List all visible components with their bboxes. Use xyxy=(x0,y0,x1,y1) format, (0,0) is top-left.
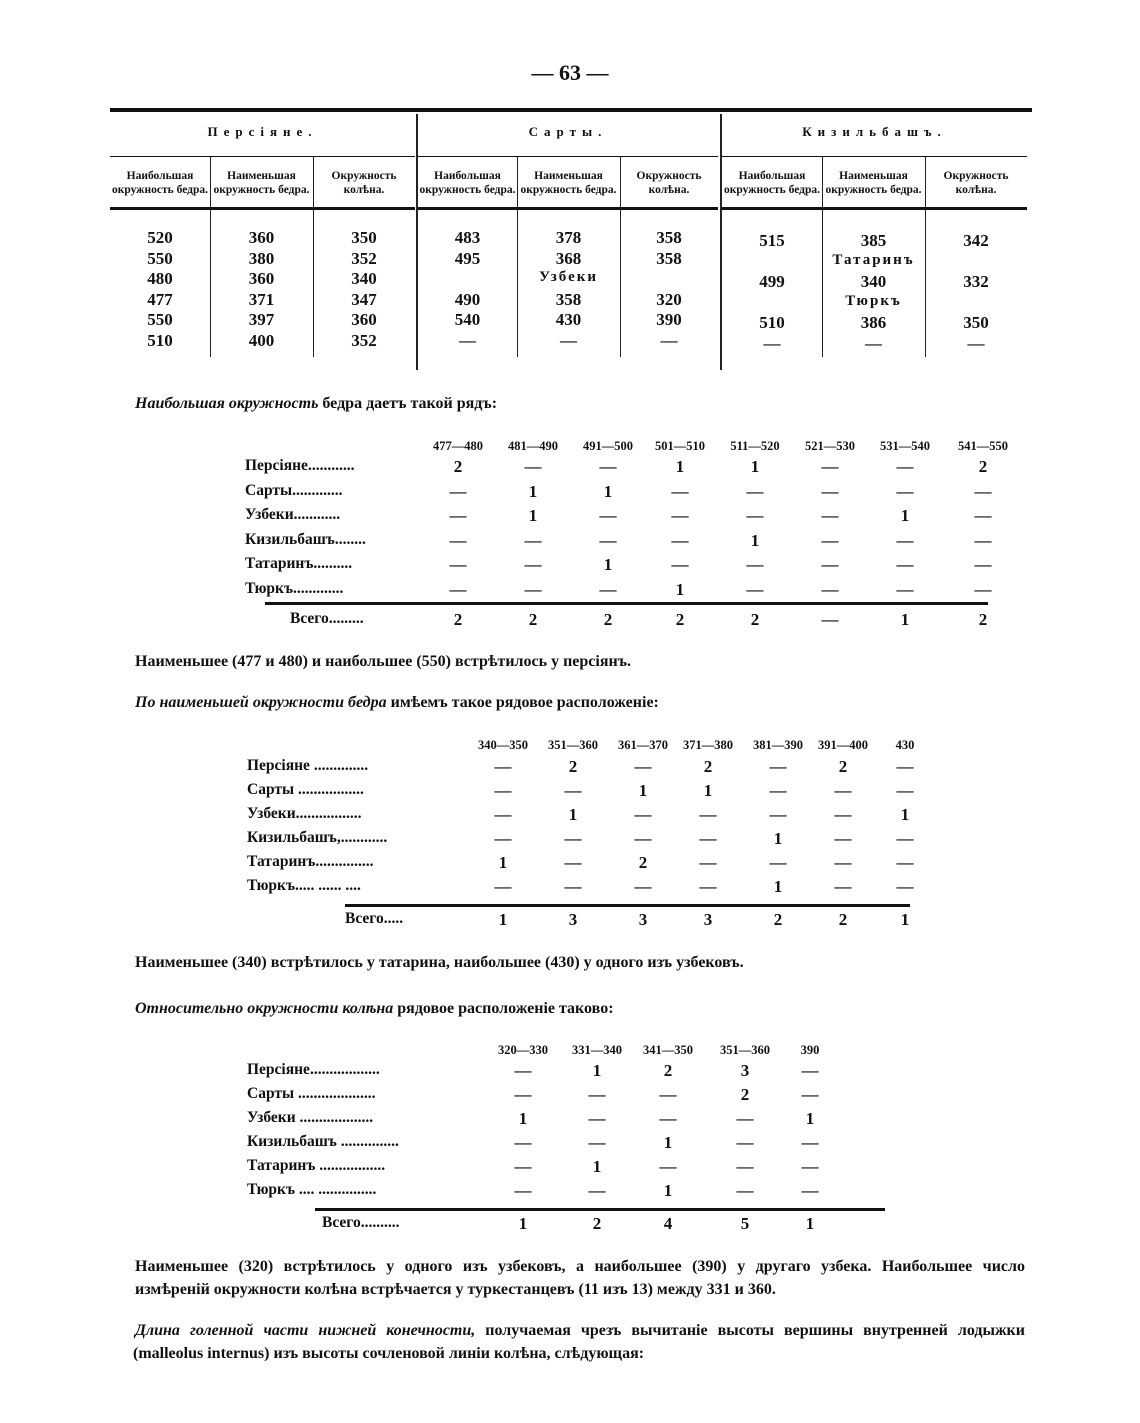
table-cell: 340 xyxy=(351,269,377,288)
column-divider xyxy=(620,157,621,357)
table-value: — xyxy=(524,457,542,476)
page-number: — 63 — xyxy=(531,60,609,85)
table-value: — xyxy=(896,457,914,476)
table-cell: 390 xyxy=(656,310,682,329)
total-value: — xyxy=(821,610,839,629)
row-label: Узбеки ................... xyxy=(247,1109,374,1126)
group-divider xyxy=(720,114,722,370)
total-label: Всего.......... xyxy=(322,1214,400,1231)
table-value: 2 xyxy=(740,1085,750,1104)
table-value: — xyxy=(821,506,839,525)
table-cell: 430 xyxy=(555,310,582,329)
table-value: 1 xyxy=(663,1181,673,1200)
column-divider xyxy=(313,157,314,357)
table-value: — xyxy=(736,1133,754,1152)
table-cell: 510 xyxy=(147,330,173,350)
total-value: 1 xyxy=(805,1214,815,1233)
table-value: — xyxy=(974,530,992,550)
table-value: — xyxy=(834,853,852,872)
table-value: — xyxy=(834,877,852,896)
table-value: — xyxy=(801,1085,819,1104)
table-value: — xyxy=(896,853,914,872)
table-value: — xyxy=(821,555,839,574)
total-rule xyxy=(315,1208,885,1211)
table-value: — xyxy=(588,1181,606,1200)
table-value: — xyxy=(974,506,992,525)
table-value: — xyxy=(769,853,787,872)
paragraph-shin-line1 xyxy=(135,1322,1025,1340)
table-value: — xyxy=(821,530,839,550)
table-value: — xyxy=(746,506,764,525)
row-label: Персiяне............ xyxy=(245,457,355,474)
table-value: — xyxy=(494,805,512,824)
total-rule xyxy=(265,602,988,605)
table-cell: 540 xyxy=(454,310,481,329)
table-value: — xyxy=(699,877,717,896)
column-header: Наименьшая окружность бедра. xyxy=(213,170,310,196)
table-value: — xyxy=(974,579,992,599)
column-header: 391—400 xyxy=(818,738,868,752)
table-cell: 342 xyxy=(963,231,989,250)
column-divider xyxy=(210,157,211,357)
row-label: Татаринъ............... xyxy=(247,853,374,870)
table-value: 1 xyxy=(675,457,685,476)
group-divider xyxy=(416,114,418,370)
column-header: Наименьшая окружность бедра. xyxy=(825,170,922,196)
group-title: Персiяне. xyxy=(207,124,318,139)
column-header: 481—490 xyxy=(508,439,558,453)
table-value: — xyxy=(736,1157,754,1176)
column-header: Окружность колѣна. xyxy=(636,170,702,196)
table-value: — xyxy=(974,481,992,501)
table-cell: Тюркъ xyxy=(845,292,902,309)
table-cell: 550 xyxy=(147,248,173,268)
table-value: 2 xyxy=(838,757,848,776)
table-value: 1 xyxy=(750,457,760,476)
table-value: 1 xyxy=(675,579,685,599)
paragraph-knee-summary-line1: Наименьшее (320) встрѣтилось у одного изъ узбековъ, а наибольшее (390) у другаго узбека. Наибольшее число xyxy=(135,1258,1025,1275)
table-value: — xyxy=(896,781,914,800)
total-label: Всего......... xyxy=(290,610,364,627)
table-cell: 352 xyxy=(351,330,377,350)
table-value: — xyxy=(634,805,652,824)
table-value: — xyxy=(896,579,914,599)
italic-phrase: Длина голенной части нижней конечности, xyxy=(135,1322,476,1339)
total-value: 2 xyxy=(528,610,538,629)
column-header: Окружность колѣна. xyxy=(331,170,397,196)
group-title: Кизильбашъ. xyxy=(802,124,947,139)
text: имѣемъ такое рядовое расположенiе: xyxy=(386,694,659,711)
table-cell: 320 xyxy=(656,289,682,309)
total-rule xyxy=(345,904,910,907)
table-value: 1 xyxy=(750,530,760,550)
table-value: 2 xyxy=(453,457,463,476)
table-value: — xyxy=(896,877,914,896)
total-value: 1 xyxy=(498,910,508,929)
table-value: — xyxy=(588,1085,606,1104)
table-value: 1 xyxy=(703,781,713,800)
table-value: — xyxy=(821,579,839,599)
table-value: — xyxy=(514,1085,532,1104)
table-cell: — xyxy=(560,330,577,350)
table-value: — xyxy=(671,506,689,525)
table-value: — xyxy=(494,781,512,800)
paragraph-intro-max-thigh xyxy=(135,395,1025,413)
table-cell: 358 xyxy=(656,248,682,268)
table-value: — xyxy=(564,877,582,896)
header-top-rule xyxy=(110,156,415,157)
table-cell: — xyxy=(459,330,476,350)
column-header: 340—350 xyxy=(478,738,528,752)
table-value: — xyxy=(514,1061,532,1080)
table-value: — xyxy=(599,579,617,599)
table-value: — xyxy=(564,853,582,872)
table-cell: 400 xyxy=(248,330,275,350)
table-value: — xyxy=(699,829,717,848)
table-cell: 386 xyxy=(860,313,887,332)
table-value: — xyxy=(801,1181,819,1200)
table-value: 2 xyxy=(663,1061,673,1080)
table-value: — xyxy=(449,506,467,525)
total-value: 2 xyxy=(603,610,613,629)
row-label: Кизильбашъ,............ xyxy=(247,829,388,846)
column-header: 511—520 xyxy=(730,439,780,453)
row-label: Кизильбашъ........ xyxy=(245,530,366,548)
table-cell: — xyxy=(660,330,678,350)
table-value: — xyxy=(671,530,689,550)
table-value: — xyxy=(524,530,542,550)
row-label: Персiяне .............. xyxy=(247,757,369,774)
table-value: — xyxy=(769,757,787,776)
table-value: — xyxy=(634,829,652,848)
table-cell: — xyxy=(763,333,781,353)
total-value: 3 xyxy=(638,910,648,929)
table-value: 1 xyxy=(773,829,783,848)
table-value: 1 xyxy=(900,506,910,525)
row-label: Сарты ................. xyxy=(247,781,364,798)
column-header: 381—390 xyxy=(753,738,803,752)
table-value: — xyxy=(974,555,992,574)
column-header: 371—380 xyxy=(683,738,733,752)
table-value: 3 xyxy=(740,1061,750,1080)
table-value: — xyxy=(588,1133,606,1152)
table-cell: 520 xyxy=(147,228,173,247)
table-value: 1 xyxy=(638,781,648,800)
table-value: — xyxy=(599,457,617,476)
column-header: 361—370 xyxy=(618,738,668,752)
table-value: — xyxy=(834,781,852,800)
table-value: — xyxy=(736,1109,754,1128)
table-cell: 490 xyxy=(454,289,481,309)
table-value: 1 xyxy=(528,481,538,501)
table-cell: 480 xyxy=(147,269,173,288)
table-cell: Узбеки xyxy=(538,269,599,285)
table-value: 1 xyxy=(773,877,783,896)
table-cell: 515 xyxy=(759,231,785,250)
row-label: Кизильбашъ ............... xyxy=(247,1133,399,1150)
row-label: Тюркъ .... ............... xyxy=(247,1181,377,1198)
column-header: 477—480 xyxy=(433,439,483,453)
table-value: — xyxy=(564,829,582,848)
italic-phrase: По наименьшей окружности бедра xyxy=(135,694,387,711)
total-value: 2 xyxy=(838,910,848,929)
table-cell: 550 xyxy=(147,310,173,329)
total-value: 3 xyxy=(568,910,578,929)
table-value: — xyxy=(599,506,617,525)
total-value: 1 xyxy=(900,610,910,629)
table-value: — xyxy=(801,1133,819,1152)
total-value: 2 xyxy=(453,610,463,629)
table-value: — xyxy=(834,805,852,824)
table-value: — xyxy=(896,829,914,848)
table-value: 1 xyxy=(498,853,508,872)
table-value: — xyxy=(514,1133,532,1152)
column-header: Наибольшая окружность бедра. xyxy=(111,170,209,196)
column-header: 341—350 xyxy=(643,1043,693,1057)
table-value: — xyxy=(659,1157,677,1176)
table-cell: — xyxy=(865,333,882,353)
table-cell: 368 xyxy=(555,248,582,268)
column-header: 351—360 xyxy=(548,738,598,752)
table-value: — xyxy=(801,1061,819,1080)
table-cell: — xyxy=(967,333,985,353)
table-value: — xyxy=(588,1109,606,1128)
table-value: 1 xyxy=(592,1157,602,1176)
table-value: — xyxy=(736,1181,754,1200)
table-value: — xyxy=(494,829,512,848)
italic-phrase: Наибольшая окружность xyxy=(135,395,319,412)
table-cell: 360 xyxy=(248,228,275,247)
column-header: Наибольшая окружность бедра. xyxy=(723,170,821,196)
column-header: Окружность колѣна. xyxy=(943,170,1009,196)
table-cell: 397 xyxy=(248,310,275,329)
table-value: 1 xyxy=(592,1061,602,1080)
table-value: — xyxy=(821,457,839,476)
text: рядовое расположенiе таково: xyxy=(393,1000,614,1017)
column-header: 491—500 xyxy=(583,439,633,453)
table-value: — xyxy=(524,579,542,599)
column-header: 331—340 xyxy=(572,1043,622,1057)
column-header: 320—330 xyxy=(498,1043,548,1057)
row-label: Тюркъ..... ...... .... xyxy=(247,877,361,894)
table-value: — xyxy=(896,530,914,550)
table-value: 1 xyxy=(528,506,538,525)
total-value: 2 xyxy=(978,610,988,629)
total-value: 3 xyxy=(703,910,713,929)
table-cell: 477 xyxy=(147,289,173,309)
text: бедра даетъ такой рядъ: xyxy=(318,395,498,412)
header-bottom-rule xyxy=(722,207,1027,210)
total-value: 1 xyxy=(900,910,910,929)
total-value: 2 xyxy=(773,910,783,929)
table-value: — xyxy=(524,555,542,574)
paragraph-shin-line2: (malleolus internus) изъ высоты сочленовой линiи колѣна, слѣдующая: xyxy=(133,1345,645,1362)
total-value: 2 xyxy=(750,610,760,629)
table-cell: 360 xyxy=(351,310,377,329)
table-cell: 360 xyxy=(248,269,275,288)
table-value: — xyxy=(746,579,764,599)
table-value: — xyxy=(671,555,689,574)
text: получаемая чрезъ вычитанiе высоты вершины внутренней лодыжки xyxy=(475,1322,1025,1339)
total-value: 1 xyxy=(518,1214,528,1233)
column-header: 501—510 xyxy=(655,439,705,453)
table-cell: 495 xyxy=(454,248,481,268)
table-value: 1 xyxy=(518,1109,528,1128)
table-value: — xyxy=(449,530,467,550)
table-value: — xyxy=(801,1157,819,1176)
row-label: Татаринъ.......... xyxy=(245,555,353,572)
table-value: — xyxy=(514,1157,532,1176)
table-value: — xyxy=(834,829,852,848)
column-divider xyxy=(925,157,926,357)
column-header: 430 xyxy=(895,738,915,752)
table-value: — xyxy=(746,555,764,574)
table-value: 1 xyxy=(603,555,613,574)
table-value: 1 xyxy=(603,481,613,501)
table-value: — xyxy=(671,481,689,501)
table-cell: 350 xyxy=(963,313,989,332)
table-value: 2 xyxy=(978,457,988,476)
header-top-rule xyxy=(418,156,718,157)
table-cell: 510 xyxy=(759,313,785,332)
header-bottom-rule xyxy=(110,207,415,210)
table-value: — xyxy=(699,853,717,872)
table-value: — xyxy=(769,805,787,824)
italic-phrase: Относительно окружности колѣна xyxy=(135,1000,394,1017)
paragraph-min-thigh-summary: Наименьшее (340) встрѣтилось у татарина, наибольшее (430) у одного изъ узбековъ. xyxy=(135,954,744,971)
paragraph-knee-summary-line2: измѣренiй окружности колѣна встрѣчается у туркестанцевъ (11 изъ 13) между 331 и 360. xyxy=(135,1281,776,1298)
table-cell: 358 xyxy=(555,289,582,309)
table-cell: 499 xyxy=(759,272,785,291)
table-value: — xyxy=(494,757,512,776)
table-value: — xyxy=(896,555,914,574)
column-divider xyxy=(517,157,518,357)
row-label: Татаринъ ................. xyxy=(247,1157,386,1174)
total-label: Всего..... xyxy=(345,910,404,927)
paragraph-max-thigh-summary: Наименьшее (477 и 480) и наибольшее (550) встрѣтилось у персiянъ. xyxy=(135,653,632,670)
table-value: — xyxy=(896,481,914,501)
header-top-rule xyxy=(722,156,1027,157)
table-value: — xyxy=(699,805,717,824)
table-value: — xyxy=(659,1109,677,1128)
row-label: Узбеки................. xyxy=(247,805,362,822)
paragraph-intro-knee xyxy=(135,1000,1025,1018)
column-divider xyxy=(822,157,823,357)
table-value: — xyxy=(564,781,582,800)
table-value: 2 xyxy=(568,757,578,776)
row-label: Тюркъ............. xyxy=(245,579,344,597)
header-bottom-rule xyxy=(418,207,718,210)
table-value: — xyxy=(449,555,467,574)
table-value: — xyxy=(746,481,764,501)
total-value: 2 xyxy=(675,610,685,629)
table-cell: 352 xyxy=(351,248,377,268)
table-cell: 380 xyxy=(248,248,275,268)
total-value: 5 xyxy=(740,1214,750,1233)
table-value: — xyxy=(769,781,787,800)
table-value: — xyxy=(634,757,652,776)
column-header: Наименьшая окружность бедра. xyxy=(520,170,617,196)
table-cell: 385 xyxy=(860,231,887,250)
row-label: Узбеки............ xyxy=(245,506,341,523)
table-value: 1 xyxy=(805,1109,815,1128)
table-cell: Татаринъ xyxy=(832,251,915,268)
top-rule xyxy=(110,108,1032,112)
total-value: 4 xyxy=(663,1214,673,1233)
table-value: — xyxy=(659,1085,677,1104)
table-cell: 378 xyxy=(555,228,582,247)
table-value: 1 xyxy=(663,1133,673,1152)
column-header: 521—530 xyxy=(805,439,855,453)
table-cell: 358 xyxy=(656,228,682,247)
table-value: — xyxy=(449,579,467,599)
column-header: 390 xyxy=(800,1043,820,1057)
table-cell: 350 xyxy=(351,228,377,247)
table-value: — xyxy=(494,877,512,896)
column-header: 531—540 xyxy=(880,439,930,453)
table-cell: 340 xyxy=(860,272,887,291)
table-value: 2 xyxy=(703,757,713,776)
table-cell: 332 xyxy=(963,272,989,291)
row-label: Сарты .................... xyxy=(247,1085,376,1102)
table-value: — xyxy=(634,877,652,896)
table-value: — xyxy=(449,481,467,501)
paragraph-intro-min-thigh xyxy=(135,694,1025,712)
table-value: — xyxy=(896,757,914,776)
table-cell: 483 xyxy=(454,228,481,247)
column-header: 541—550 xyxy=(958,439,1008,453)
column-header: Наибольшая окружность бедра. xyxy=(419,170,516,196)
total-value: 2 xyxy=(592,1214,602,1233)
table-cell: 347 xyxy=(351,289,377,309)
table-value: 1 xyxy=(900,805,910,824)
row-label: Сарты............. xyxy=(245,481,343,499)
table-value: — xyxy=(599,530,617,550)
group-title: Сарты. xyxy=(528,124,608,139)
table-value: — xyxy=(514,1181,532,1200)
table-value: 1 xyxy=(568,805,578,824)
table-value: — xyxy=(821,481,839,501)
table-cell: 371 xyxy=(248,289,275,309)
table-value: 2 xyxy=(638,853,648,872)
row-label: Персiяне.................. xyxy=(247,1061,380,1078)
column-header: 351—360 xyxy=(720,1043,770,1057)
